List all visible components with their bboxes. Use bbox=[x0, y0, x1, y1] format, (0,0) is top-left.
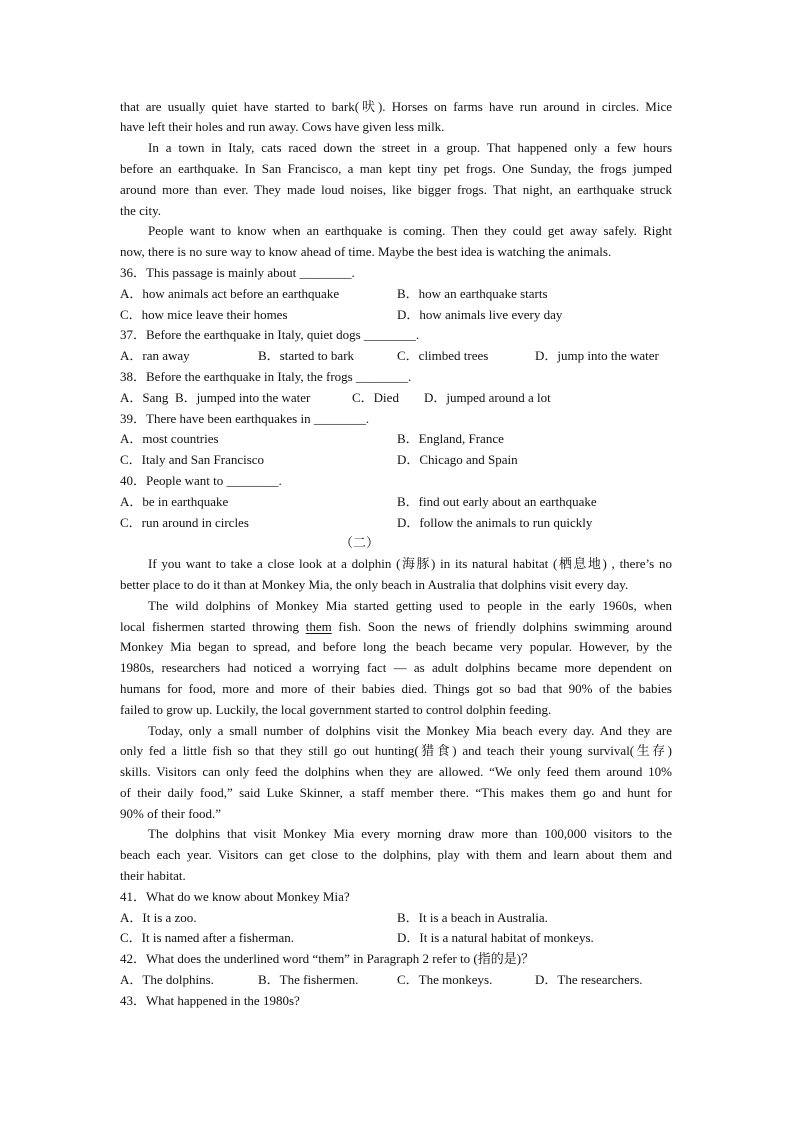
answer-option: B．It is a beach in Australia. bbox=[397, 909, 548, 925]
passage-line: humans for food, more and more of their babies died. Things got so bad that 90% of the babies bbox=[120, 680, 672, 696]
question-43 bbox=[120, 991, 672, 1012]
answer-option: A．be in earthquake bbox=[120, 493, 229, 509]
answer-option: D．The researchers. bbox=[535, 972, 643, 988]
option-row bbox=[120, 513, 672, 534]
passage-1 bbox=[120, 97, 672, 263]
answer-option: A．most countries bbox=[120, 431, 219, 447]
question-stem: 41．What do we know about Monkey Mia? bbox=[120, 888, 350, 904]
question-40 bbox=[120, 471, 672, 533]
question-stem: 43．What happened in the 1980s? bbox=[120, 992, 300, 1008]
answer-option: D．jumped around a lot bbox=[424, 389, 551, 405]
line-text: fish. Soon the news of friendly dolphins swimming around bbox=[331, 618, 672, 634]
answer-option: C．The monkeys. bbox=[397, 972, 493, 988]
question-42 bbox=[120, 949, 672, 991]
answer-option: C．climbed trees bbox=[397, 348, 489, 364]
passage-line: have left their holes and run away. Cows have given less milk. bbox=[120, 119, 445, 135]
answer-option: C．It is named after a fisherman. bbox=[120, 930, 294, 946]
passage-line: skills. Visitors can only feed the dolphins when they are allowed. “We only feed them around 10% bbox=[120, 764, 672, 780]
option-row bbox=[120, 928, 672, 949]
passage-line: failed to grow up. Luckily, the local government started to control dolphin feeding. bbox=[120, 701, 552, 717]
answer-option: A．Sang bbox=[120, 389, 169, 405]
passage-line: better place to do it than at Monkey Mia, the only beach in Australia that dolphins visit every day. bbox=[120, 576, 629, 592]
passage-line: Today, only a small number of dolphins visit the Monkey Mia beach every day. And they are bbox=[148, 722, 672, 738]
question-stem: 36．This passage is mainly about ________. bbox=[120, 264, 355, 280]
answer-option: B．started to bark bbox=[258, 348, 355, 364]
passage-line: In a town in Italy, cats raced down the street in a group. That happened only a few hours bbox=[148, 140, 672, 156]
answer-option: C．run around in circles bbox=[120, 514, 249, 530]
answer-option: A．how animals act before an earthquake bbox=[120, 285, 340, 301]
line-text: local fishermen started throwing bbox=[120, 618, 306, 634]
question-stem: 40．People want to ________. bbox=[120, 472, 282, 488]
answer-option: B．find out early about an earthquake bbox=[397, 493, 597, 509]
option-row bbox=[120, 908, 672, 929]
question-39 bbox=[120, 409, 672, 471]
underlined-word: them bbox=[305, 618, 332, 634]
answer-option: C．how mice leave their homes bbox=[120, 306, 288, 322]
option-row bbox=[120, 388, 672, 409]
answer-option: D．jump into the water bbox=[535, 348, 659, 364]
passage-line: 90% of their food.” bbox=[120, 805, 222, 821]
answer-option: A．It is a zoo. bbox=[120, 909, 197, 925]
passage-line: The wild dolphins of Monkey Mia started getting used to people in the early 1960s, when bbox=[148, 597, 672, 613]
option-row bbox=[120, 346, 672, 367]
option-row bbox=[120, 305, 672, 326]
question-stem: 37．Before the earthquake in Italy, quiet dogs ________. bbox=[120, 327, 420, 343]
section-heading: （二） bbox=[340, 535, 380, 551]
question-36 bbox=[120, 263, 672, 325]
passage-2 bbox=[120, 554, 672, 887]
option-row bbox=[120, 492, 672, 513]
answer-option: D．how animals live every day bbox=[397, 306, 563, 322]
passage-line: The dolphins that visit Monkey Mia every morning draw more than 100,000 visitors to the bbox=[148, 826, 672, 842]
answer-option: C．Died bbox=[352, 389, 399, 405]
answer-option: B．The fishermen. bbox=[258, 972, 359, 988]
answer-option: C．Italy and San Francisco bbox=[120, 452, 265, 468]
answer-option: B．how an earthquake starts bbox=[397, 285, 548, 301]
question-41 bbox=[120, 887, 672, 949]
passage-line: that are usually quiet have started to bark(吠). Horses on farms have run around in circles. Mice bbox=[120, 98, 672, 114]
answer-option: D．It is a natural habitat of monkeys. bbox=[397, 930, 594, 946]
passage-line: of their daily food,” said Luke Skinner, a staff member there. “This makes them go and hunt for bbox=[120, 784, 672, 800]
question-38 bbox=[120, 367, 672, 409]
passage-line: their habitat. bbox=[120, 868, 186, 884]
answer-option: B．jumped into the water bbox=[175, 389, 311, 405]
answer-option: D．Chicago and Spain bbox=[397, 452, 518, 468]
question-stem: 39．There have been earthquakes in ________. bbox=[120, 410, 370, 426]
passage-line: the city. bbox=[120, 202, 162, 218]
option-row bbox=[120, 970, 672, 991]
question-stem: 38．Before the earthquake in Italy, the frogs ________. bbox=[120, 368, 412, 384]
option-row bbox=[120, 450, 672, 471]
passage-line: beach each year. Visitors can get close to the dolphins, play with them and learn about them and bbox=[120, 847, 672, 863]
question-37 bbox=[120, 325, 672, 367]
answer-option: B．England, France bbox=[397, 431, 504, 447]
passage-line: People want to know when an earthquake is coming. Then they could get away safely. Right bbox=[148, 223, 672, 239]
answer-option: A．The dolphins. bbox=[120, 972, 214, 988]
passage-line: 1980s, researchers had noticed a worrying fact — as adult dolphins became more dependent on bbox=[120, 660, 672, 676]
option-row bbox=[120, 429, 672, 450]
passage-line: now, there is no sure way to know ahead of time. Maybe the best idea is watching the animals. bbox=[120, 244, 612, 260]
passage-line: Monkey Mia began to spread, and before long the beach became very popular. However, by the bbox=[120, 639, 672, 655]
answer-option: D．follow the animals to run quickly bbox=[397, 514, 593, 530]
passage-line: only fed a little fish so that they still go out hunting(猎食) and teach their young survival(生存) bbox=[120, 743, 672, 759]
passage-line: If you want to take a close look at a dolphin (海豚) in its natural habitat (栖息地) , there’s no bbox=[148, 556, 672, 572]
question-stem: 42．What does the underlined word “them” in Paragraph 2 refer to (指的是)？ bbox=[120, 951, 535, 967]
passage-line bbox=[120, 617, 672, 638]
page-content bbox=[120, 97, 672, 1012]
option-row bbox=[120, 284, 672, 305]
passage-line: around more than ever. They made loud noises, like bigger frogs. That night, an earthquake struck bbox=[120, 181, 672, 197]
answer-option: A．ran away bbox=[120, 348, 190, 364]
passage-line: before an earthquake. In San Francisco, a man kept tiny pet frogs. One Sunday, the frogs jumped bbox=[120, 160, 672, 176]
